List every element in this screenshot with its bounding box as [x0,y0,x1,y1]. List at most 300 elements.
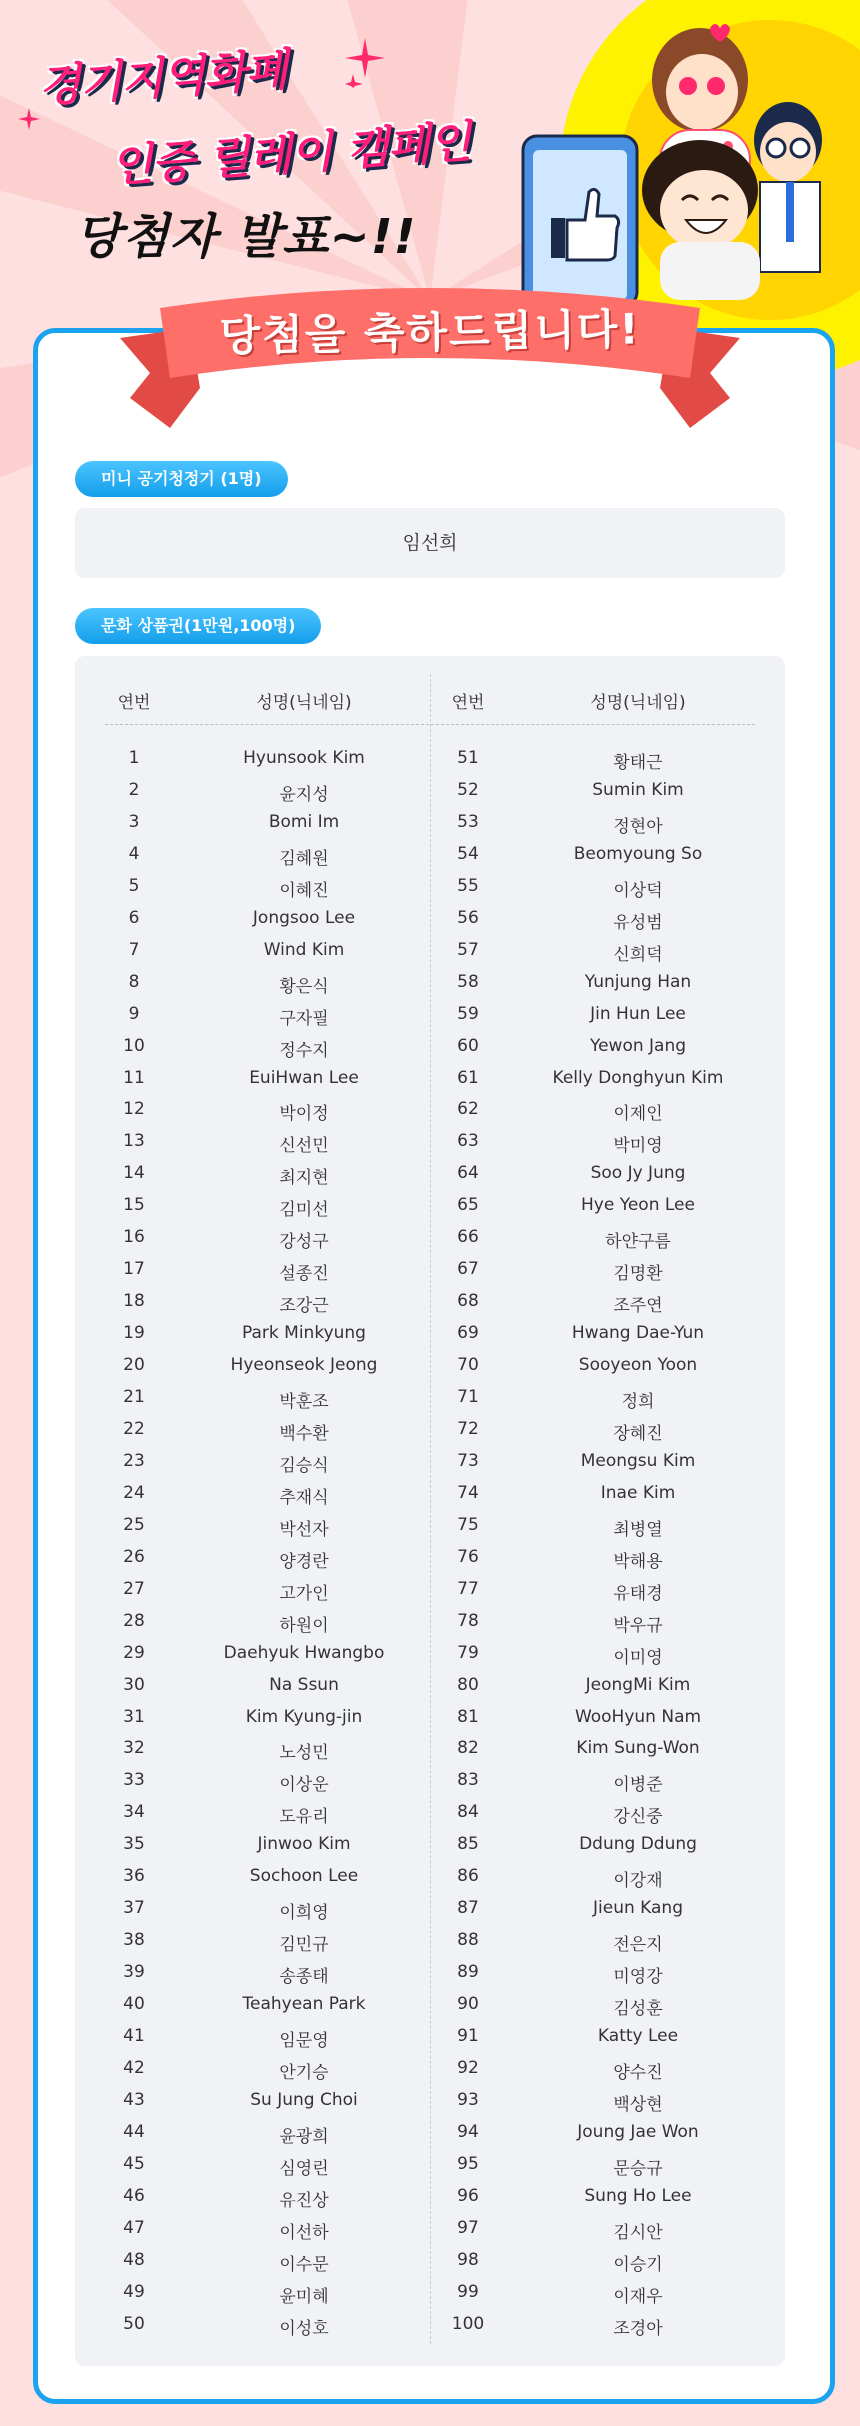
table-row [99,1195,439,1227]
row-number: 94 [457,2121,479,2142]
row-number: 64 [457,1163,479,1184]
table-row [99,1036,439,1068]
table-row [99,1163,439,1195]
table-row [99,2058,439,2090]
row-number: 80 [457,1674,479,1695]
table-row [433,1419,773,1451]
row-number: 65 [457,1195,479,1216]
table-row [99,1930,439,1962]
winner-name: Hye Yeon Lee [581,1195,695,1216]
row-number: 33 [123,1770,145,1791]
winner-name: Kelly Donghyun Kim [552,1067,724,1088]
row-number: 38 [123,1930,145,1951]
row-number: 75 [457,1514,479,1535]
row-number: 53 [457,811,479,832]
table-row [433,2026,773,2058]
row-number: 100 [451,2313,485,2334]
table-row [433,1611,773,1643]
row-number: 32 [123,1738,145,1759]
table-row [433,1195,773,1227]
winner-name: 윤광희 [279,2126,329,2147]
table-row [433,2154,773,2186]
winner-name: 유진상 [279,2190,329,2211]
winner-name: EuiHwan Lee [249,1067,359,1088]
section-label-gift-card: 문화 상품권(1만원,100명) [75,608,321,644]
row-number: 21 [123,1387,145,1407]
table-row [99,1004,439,1036]
winner-name: Beomyoung So [573,843,703,864]
table-row [99,812,439,844]
winner-name: Jin Hun Lee [590,1003,686,1024]
row-number: 87 [457,1898,479,1919]
table-row [433,2250,773,2282]
table-row [433,1323,773,1355]
row-number: 66 [457,1227,479,1248]
table-row [99,1866,439,1898]
table-row [433,1483,773,1515]
row-number: 60 [457,1035,479,1056]
winner-name: Hyunsook Kim [243,748,365,768]
row-number: 62 [457,1099,479,1120]
table-row [99,1675,439,1707]
winner-name: Daehyuk Hwangbo [223,1642,385,1663]
row-number: 81 [457,1706,479,1727]
winner-name: Jongsoo Lee [252,907,356,928]
row-number: 28 [123,1610,145,1631]
row-number: 76 [457,1546,479,1567]
table-row [99,780,439,812]
table-row [99,748,439,780]
winner-name: 박이정 [279,1104,329,1125]
row-number: 98 [457,2249,479,2270]
table-row [433,1355,773,1387]
column-header-no: 연번 [451,693,485,713]
table-row [99,1802,439,1834]
winner-name: 양수진 [613,2062,663,2083]
table-row [99,1547,439,1579]
sparkle-icon [345,38,385,88]
table-row [433,2058,773,2090]
table-row [433,1259,773,1291]
column-header-no: 연번 [117,693,151,713]
campaign-title-line1: 경기지역화폐 [36,44,289,113]
row-number: 9 [128,1003,140,1024]
row-number: 18 [123,1291,145,1312]
row-number: 16 [123,1227,145,1248]
row-number: 1 [128,748,140,768]
sparkle-icon [18,108,40,130]
row-number: 55 [457,875,479,896]
winner-name: Teahyean Park [242,1994,366,2015]
row-number: 49 [123,2281,145,2302]
column-header-name: 성명(닉네임) [590,693,686,713]
winner-name: Joung Jae Won [577,2121,699,2142]
table-row [433,1962,773,1994]
row-number: 6 [128,907,140,928]
winner-name: Kim Kyung-jin [245,1706,363,1727]
winner-name: 조강근 [279,1296,329,1317]
table-row [99,1227,439,1259]
winner-name: 김혜원 [279,848,329,869]
row-number: 50 [123,2313,145,2334]
table-row [99,1962,439,1994]
row-number: 52 [457,779,479,800]
winner-name: 양경란 [279,1551,329,1572]
row-number: 56 [457,907,479,928]
row-number: 11 [123,1067,145,1088]
table-row [433,1579,773,1611]
row-number: 85 [457,1834,479,1855]
winner-name: 이수문 [279,2254,329,2275]
row-number: 25 [123,1514,145,1535]
table-row [99,2154,439,2186]
winner-name: 정희 [621,1392,655,1412]
winner-name: 이희영 [279,1903,329,1924]
row-number: 2 [128,779,140,800]
winner-name: 안기승 [279,2062,329,2083]
row-number: 84 [457,1802,479,1823]
row-number: 15 [123,1195,145,1216]
winner-name: 이상덕 [613,880,663,901]
row-number: 27 [123,1578,145,1599]
table-row [99,1355,439,1387]
winner-name: 심영린 [279,2158,329,2179]
table-row [433,1131,773,1163]
winner-name: Bomi Im [268,811,340,832]
row-number: 71 [457,1387,479,1407]
table-row [433,1802,773,1834]
row-number: 46 [123,2185,145,2206]
air-purifier-winner: 임선희 [75,508,785,578]
winner-name: Jinwoo Kim [257,1834,351,1855]
row-number: 23 [123,1450,145,1471]
winner-name: 추재식 [279,1487,329,1508]
row-number: 91 [457,2026,479,2046]
winner-name: 장혜진 [613,1423,663,1444]
row-number: 90 [457,1994,479,2015]
row-number: 79 [457,1642,479,1663]
table-row [433,1675,773,1707]
row-number: 3 [128,811,140,832]
table-row [99,1579,439,1611]
table-row [433,1291,773,1323]
table-row [99,1738,439,1770]
winner-name: 하얀구름 [605,1232,671,1253]
row-number: 77 [457,1578,479,1599]
table-row [433,908,773,940]
cartoon-people-illustration [620,20,860,300]
row-number: 70 [457,1355,479,1376]
row-number: 14 [123,1163,145,1184]
winner-name: 박해용 [613,1551,663,1572]
table-row [99,876,439,908]
winner-name: Soo Jy Jung [590,1163,686,1184]
winner-name: 이제인 [613,1104,663,1125]
row-number: 29 [123,1642,145,1663]
winner-name: 신선민 [279,1136,329,1157]
winner-name: 이재우 [613,2286,663,2307]
table-row [433,844,773,876]
winner-name: Katty Lee [597,2026,679,2046]
winner-name: Hyeonseok Jeong [230,1355,378,1376]
winner-name: 강성구 [279,1232,329,1253]
row-number: 95 [457,2153,479,2174]
winner-name: 김미선 [279,1200,329,1221]
row-number: 8 [128,971,140,992]
winner-name: Yewon Jang [589,1035,687,1056]
winner-name: 유성범 [613,912,663,933]
row-number: 42 [123,2057,145,2078]
row-number: 7 [128,939,140,960]
ribbon-text: 당첨을 축하드립니다! [219,304,641,361]
winner-name: JeongMi Kim [585,1674,691,1695]
table-row [99,844,439,876]
winner-name: 박선자 [279,1519,329,1540]
table-row [99,2122,439,2154]
table-row [433,1036,773,1068]
row-number: 68 [457,1291,479,1312]
row-number: 26 [123,1546,145,1567]
row-number: 96 [457,2185,479,2206]
table-row [99,1387,439,1419]
row-number: 43 [123,2089,145,2110]
winner-name: Kim Sung-Won [576,1738,700,1759]
row-number: 99 [457,2281,479,2302]
table-row [99,972,439,1004]
row-number: 45 [123,2153,145,2174]
row-number: 61 [457,1067,479,1088]
table-row [433,1994,773,2026]
winner-name: 구자필 [279,1008,329,1029]
table-row [99,1898,439,1930]
table-row [433,1515,773,1547]
table-row [99,1099,439,1131]
table-row [433,1866,773,1898]
row-number: 86 [457,1866,479,1887]
row-number: 22 [123,1418,145,1439]
row-number: 20 [123,1355,145,1376]
table-row [433,876,773,908]
winner-name: 박우규 [613,1615,663,1636]
row-number: 58 [457,971,479,992]
table-row [433,1451,773,1483]
row-number: 74 [457,1482,479,1503]
row-number: 48 [123,2249,145,2270]
row-number: 97 [457,2217,479,2238]
table-row [433,2122,773,2154]
row-number: 47 [123,2217,145,2238]
table-row [433,1738,773,1770]
winner-name: 이혜진 [279,880,329,901]
table-row [433,1099,773,1131]
winner-name: 강신중 [613,1807,663,1828]
winner-name: 신희덕 [613,944,663,965]
table-row [99,2026,439,2058]
row-number: 44 [123,2121,145,2142]
winner-name: 정현아 [613,816,663,837]
congrats-ribbon [120,278,740,438]
table-row [99,1291,439,1323]
winner-name: Yunjung Han [584,971,692,992]
table-row [99,1707,439,1739]
row-number: 67 [457,1259,479,1280]
campaign-title-line2: 인증 릴레이 캠페인 [108,116,473,193]
table-row [433,2218,773,2250]
table-row [99,908,439,940]
column-header-name: 성명(닉네임) [256,693,352,713]
winner-name: Inae Kim [600,1482,676,1503]
winner-name: 윤지성 [279,784,329,805]
row-number: 92 [457,2057,479,2078]
row-number: 31 [123,1706,145,1727]
winner-name: 하원이 [279,1615,329,1636]
winner-name: 김시안 [613,2222,663,2243]
winner-name: Sung Ho Lee [584,2185,692,2206]
table-row [433,1770,773,1802]
winner-name: 정수지 [279,1040,329,1061]
row-number: 51 [457,748,479,768]
row-number: 54 [457,843,479,864]
winner-name: 유태경 [613,1583,663,1604]
row-number: 40 [123,1994,145,2015]
row-number: 59 [457,1003,479,1024]
table-row [433,2090,773,2122]
table-row [99,1419,439,1451]
winner-name: 최병열 [613,1519,663,1540]
table-row [433,1004,773,1036]
winner-name: Wind Kim [263,939,345,960]
winner-name: 도유리 [279,1807,329,1828]
row-number: 34 [123,1802,145,1823]
row-number: 10 [123,1035,145,1056]
table-row [99,1259,439,1291]
row-number: 57 [457,939,479,960]
winner-name: 김승식 [279,1455,329,1476]
winner-name: 조주연 [613,1296,663,1317]
winner-name: 박훈조 [279,1392,329,1412]
row-number: 19 [123,1323,145,1344]
row-number: 83 [457,1770,479,1791]
table-row [99,2090,439,2122]
row-number: 4 [128,843,140,864]
winners-table [75,656,785,2366]
section-label-air-purifier: 미니 공기청정기 (1명) [75,461,288,497]
winner-name: 백수환 [279,1423,329,1444]
table-row [99,2218,439,2250]
winner-name: 백상현 [613,2094,663,2115]
row-number: 78 [457,1610,479,1631]
table-row [433,972,773,1004]
winner-name: Na Ssun [269,1674,339,1695]
table-row [99,1451,439,1483]
winner-name: 윤미혜 [279,2286,329,2307]
table-row [99,2282,439,2314]
winner-name: 이병준 [613,1775,663,1796]
row-number: 17 [123,1259,145,1280]
winner-name: 송종태 [279,1967,329,1988]
winner-name: Sumin Kim [592,779,684,800]
winner-name: 노성민 [279,1743,329,1764]
winner-name: Park Minkyung [242,1323,366,1344]
winner-name: Sooyeon Yoon [578,1355,698,1376]
table-row [433,812,773,844]
row-number: 37 [123,1898,145,1919]
winner-name: Meongsu Kim [580,1450,696,1471]
row-number: 89 [457,1962,479,1983]
table-row [433,748,773,780]
row-number: 41 [123,2026,145,2046]
table-row [99,1611,439,1643]
row-number: 13 [123,1131,145,1152]
row-number: 35 [123,1834,145,1855]
row-number: 36 [123,1866,145,1887]
winner-name: 김민규 [279,1935,329,1956]
table-row [433,2186,773,2218]
header-divider [105,724,755,725]
table-row [433,780,773,812]
table-row [99,1515,439,1547]
table-row [433,1930,773,1962]
table-row [433,1834,773,1866]
table-row [433,1643,773,1675]
winner-name: 설종진 [279,1264,329,1285]
winner-name: 최지현 [279,1168,329,1189]
winner-name: 이상운 [279,1775,329,1796]
table-row [99,2314,439,2346]
winner-name: 임문영 [279,2031,329,2051]
winner-name: 이성호 [279,2318,329,2339]
table-row [433,1387,773,1419]
table-row [433,2282,773,2314]
table-row [99,2186,439,2218]
winner-name: 고가인 [279,1583,329,1604]
winner-name: Ddung Ddung [579,1834,697,1855]
table-row [433,1707,773,1739]
table-row [433,1898,773,1930]
row-number: 69 [457,1323,479,1344]
winner-name: 이승기 [613,2254,663,2275]
table-row [433,940,773,972]
table-row [433,1068,773,1100]
announcement-title: 당첨자 발표~!! [75,209,417,265]
row-number: 39 [123,1962,145,1983]
table-row [433,2314,773,2346]
winner-name: Jieun Kang [593,1898,683,1919]
winner-name: 김성훈 [613,1999,663,2020]
winner-name: 황태근 [613,753,663,773]
table-row [99,940,439,972]
winner-name: Hwang Dae-Yun [571,1323,705,1344]
row-number: 63 [457,1131,479,1152]
winner-name: 이강재 [613,1871,663,1892]
row-number: 73 [457,1450,479,1471]
table-row [99,1483,439,1515]
table-row [99,1323,439,1355]
table-row [433,1227,773,1259]
table-row [99,2250,439,2282]
row-number: 5 [128,875,140,896]
winner-name: 이선하 [279,2222,329,2243]
winner-name: 이미영 [613,1647,663,1668]
table-row [99,1770,439,1802]
table-row [99,1068,439,1100]
winner-name: 조경아 [613,2318,663,2339]
winner-name: 전은지 [613,1935,663,1956]
winner-name: WooHyun Nam [574,1706,702,1727]
table-row [99,1994,439,2026]
row-number: 88 [457,1930,479,1951]
winner-name: Sochoon Lee [249,1866,359,1887]
